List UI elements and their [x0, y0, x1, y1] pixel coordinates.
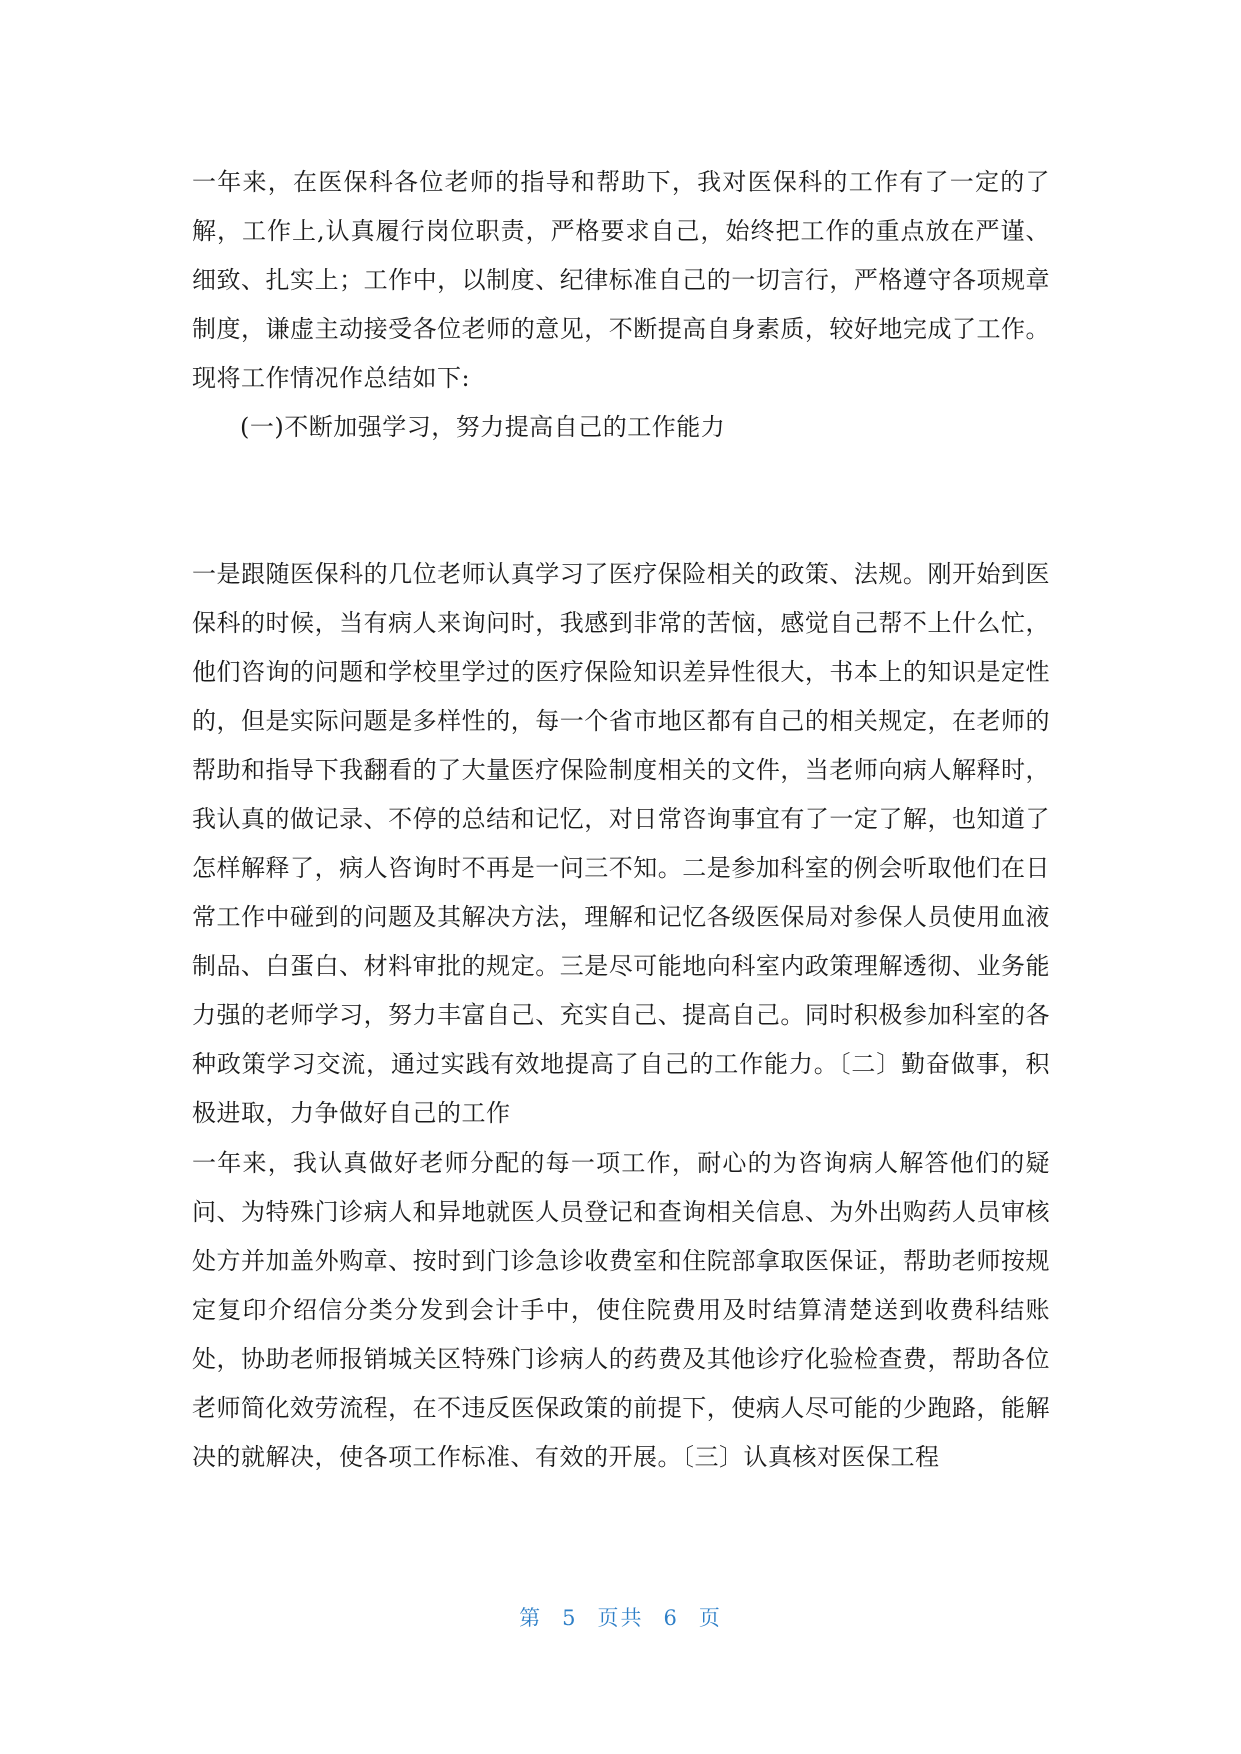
total-page-number: 6: [663, 1606, 679, 1630]
section-heading-1: (一)不断加强学习，努力提高自己的工作能力: [240, 413, 726, 441]
footer-middle: 页共: [597, 1606, 644, 1630]
current-page-number: 5: [562, 1606, 578, 1630]
paragraph-intro: 一年来，在医保科各位老师的指导和帮助下，我对医保科的工作有了一定的了解，工作上,认真履行岗位职责，严格要求自己，始终把工作的重点放在严谨、细致、扎实上；工作中，以制度、纪律标准自己的一切言行，严格遵守各项规章制度，谦虚主动接受各位老师的意见，不断提高自身素质，较好地完成了工作。现将工作情况作总结如下:: [192, 168, 1050, 392]
footer-prefix: 第: [519, 1606, 543, 1630]
page-footer: [0, 1602, 1241, 1632]
paragraph-study: 一是跟随医保科的几位老师认真学习了医疗保险相关的政策、法规。刚开始到医保科的时候，当有病人来询问时，我感到非常的苦恼，感觉自己帮不上什么忙，他们咨询的问题和学校里学过的医疗保险知识差异性很大，书本上的知识是定性的，但是实际问题是多样性的，每一个省市地区都有自己的相关规定，在老师的帮助和指导下我翻看的了大量医疗保险制度相关的文件，当老师向病人解释时，我认真的做记录、不停的总结和记忆，对日常咨询事宜有了一定了解，也知道了怎样解释了，病人咨询时不再是一问三不知。二是参加科室的例会听取他们在日常工作中碰到的问题及其解决方法，理解和记忆各级医保局对参保人员使用血液制品、白蛋白、材料审批的规定。三是尽可能地向科室内政策理解透彻、业务能力强的老师学习，努力丰富自己、充实自己、提高自己。同时积极参加科室的各种政策学习交流，通过实践有效地提高了自己的工作能力。〔二〕勤奋做事，积极进取，力争做好自己的工作: [192, 560, 1050, 1127]
paragraph-work: 一年来，我认真做好老师分配的每一项工作，耐心的为咨询病人解答他们的疑问、为特殊门诊病人和异地就医人员登记和查询相关信息、为外出购药人员审核处方并加盖外购章、按时到门诊急诊收费室和住院部拿取医保证，帮助老师按规定复印介绍信分类分发到会计手中，使住院费用及时结算清楚送到收费科结账处，协助老师报销城关区特殊门诊病人的药费及其他诊疗化验检查费，帮助各位老师简化效劳流程，在不违反医保政策的前提下，使病人尽可能的少跑路，能解决的就解决，使各项工作标准、有效的开展。〔三〕认真核对医保工程: [192, 1149, 1050, 1471]
footer-suffix: 页: [698, 1606, 722, 1630]
